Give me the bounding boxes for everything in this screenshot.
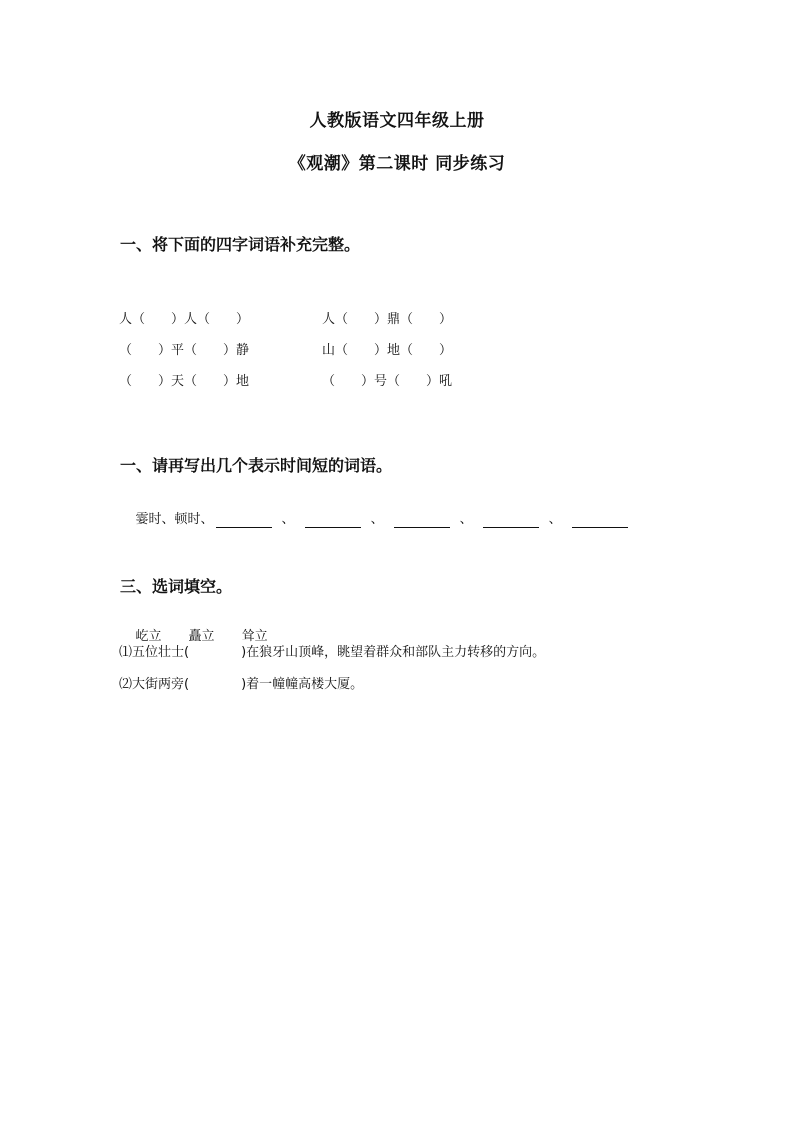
idiom-left-3: （ ）天（ ）地 xyxy=(119,374,250,389)
answer-blank-4[interactable] xyxy=(483,514,539,528)
blank-separator: 、 xyxy=(459,512,473,527)
answer-blank-2[interactable] xyxy=(305,514,361,528)
section-2-heading: 一、请再写出几个表示时间短的词语。 xyxy=(120,456,393,475)
worksheet-subtitle: 《观潮》第二课时 同步练习 xyxy=(288,154,506,174)
idiom-left-2: （ ）平（ ）静 xyxy=(119,343,250,358)
fill-question-1: ⑴五位壮士( )在狼牙山顶峰，眺望着群众和部队主力转移的方向。 xyxy=(119,645,546,660)
blank-separator: 、 xyxy=(281,512,295,527)
fill-question-2: ⑵大街两旁( )着一幢幢高楼大厦。 xyxy=(119,677,364,692)
answer-blank-5[interactable] xyxy=(572,514,628,528)
idiom-right-2: 山（ ）地（ ） xyxy=(322,343,453,358)
section-1-heading: 一、将下面的四字词语补充完整。 xyxy=(120,235,361,254)
idiom-right-3: （ ）号（ ）吼 xyxy=(322,374,453,389)
time-words-prefix: 霎时、顿时、 xyxy=(135,512,214,527)
idiom-right-1: 人（ ）鼎（ ） xyxy=(322,312,453,327)
word-option-3: 耸立 xyxy=(241,629,268,644)
word-option-2: 矗立 xyxy=(188,629,215,644)
idiom-left-1: 人（ ）人（ ） xyxy=(119,312,250,327)
answer-blank-3[interactable] xyxy=(394,514,450,528)
blank-separator: 、 xyxy=(548,512,562,527)
answer-blank-1[interactable] xyxy=(216,514,272,528)
worksheet-title: 人教版语文四年级上册 xyxy=(309,111,485,131)
section-3-heading: 三、选词填空。 xyxy=(120,577,233,596)
blank-separator: 、 xyxy=(370,512,384,527)
word-option-1: 屹立 xyxy=(135,629,162,644)
time-words-row xyxy=(119,496,630,544)
